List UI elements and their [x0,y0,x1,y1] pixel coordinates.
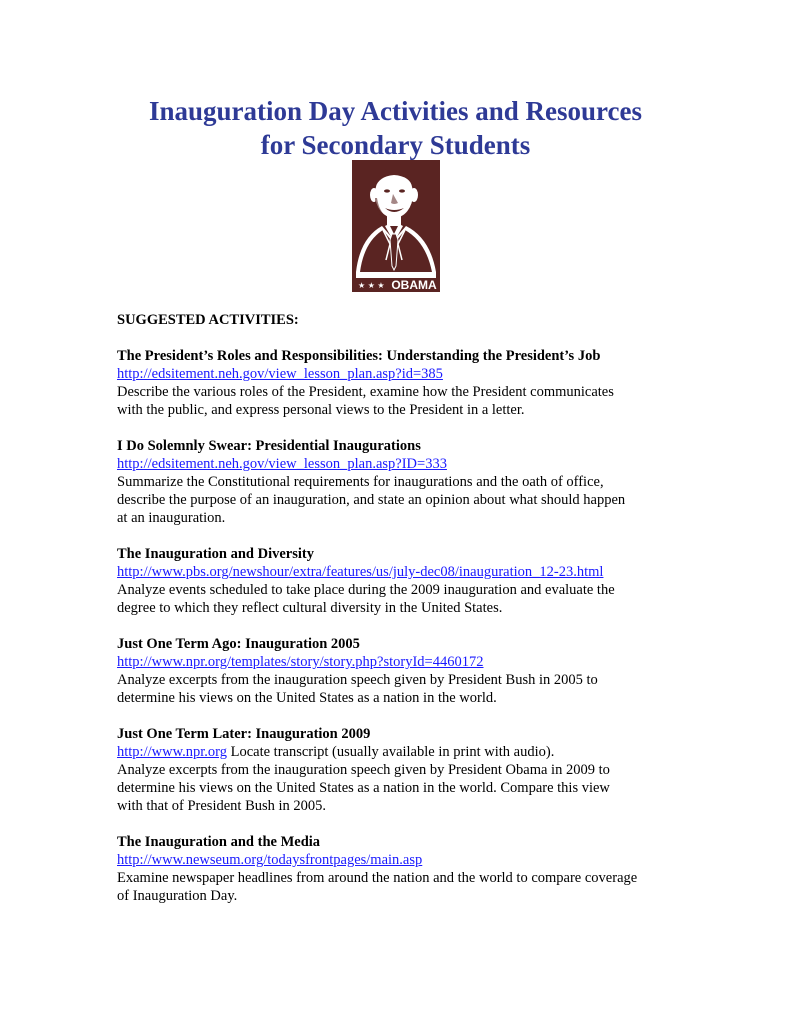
activity-title: Just One Term Later: Inauguration 2009 [117,726,371,742]
activity-link[interactable]: http://www.pbs.org/newshour/extra/features/us/july-dec08/inauguration_12-23.html [117,564,604,580]
activity-link[interactable]: http://www.npr.org [117,744,227,760]
document-body [117,311,677,905]
obama-portrait-image [352,160,440,292]
activity-description-line: with the public, and express personal views to the President in a letter. [117,402,525,418]
activity-description-line: Analyze events scheduled to take place during the 2009 inauguration and evaluate the [117,582,615,598]
activity-description-line: determine his views on the United States as a nation in the world. Compare this view [117,780,610,796]
activity-description-line: Examine newspaper headlines from around the nation and the world to compare coverage [117,870,638,886]
activity-description-line: with that of President Bush in 2005. [117,798,327,814]
activity-item [117,833,677,905]
activity-item [117,347,677,419]
activity-link[interactable]: http://www.npr.org/templates/story/story.php?storyId=4460172 [117,654,484,670]
activity-title: The Inauguration and the Media [117,834,321,850]
activity-item [117,635,677,707]
activity-description-line: at an inauguration. [117,510,226,526]
section-heading: SUGGESTED ACTIVITIES: [117,312,299,328]
activity-title: I Do Solemnly Swear: Presidential Inaugurations [117,438,421,454]
activity-title: The President’s Roles and Responsibilities: Understanding the President’s Job [117,348,601,364]
activity-description-line: degree to which they reflect cultural diversity in the United States. [117,600,503,616]
activity-description-line: Analyze excerpts from the inauguration speech given by President Bush in 2005 to [117,672,598,688]
activity-item [117,545,677,617]
activity-link-line [117,743,677,761]
activity-item [117,437,677,527]
title-line-2: for Secondary Students [260,130,531,160]
svg-text:★ ★ ★: ★ ★ ★ [358,281,385,290]
activity-title: Just One Term Ago: Inauguration 2005 [117,636,360,652]
activity-link[interactable]: http://edsitement.neh.gov/view_lesson_plan.asp?id=385 [117,366,443,382]
activity-description-line: of Inauguration Day. [117,888,238,904]
activity-link[interactable]: http://www.newseum.org/todaysfrontpages/main.asp [117,852,423,868]
activity-description-line: Analyze excerpts from the inauguration speech given by President Obama in 2009 to [117,762,610,778]
title-line-1: Inauguration Day Activities and Resources [148,96,643,126]
activity-description-line: determine his views on the United States as a nation in the world. [117,690,497,706]
activity-item [117,725,677,815]
page-title [0,94,791,162]
activity-link-note: Locate transcript (usually available in print with audio). [226,744,555,760]
portrait-label: OBAMA [391,278,437,292]
activity-description-line: Describe the various roles of the President, examine how the President communicates [117,384,614,400]
activity-title: The Inauguration and Diversity [117,546,314,562]
activity-description-line: describe the purpose of an inauguration, and state an opinion about what should happen [117,492,626,508]
activity-description-line: Summarize the Constitutional requirements for inaugurations and the oath of office, [117,474,604,490]
activity-link[interactable]: http://edsitement.neh.gov/view_lesson_plan.asp?ID=333 [117,456,447,472]
